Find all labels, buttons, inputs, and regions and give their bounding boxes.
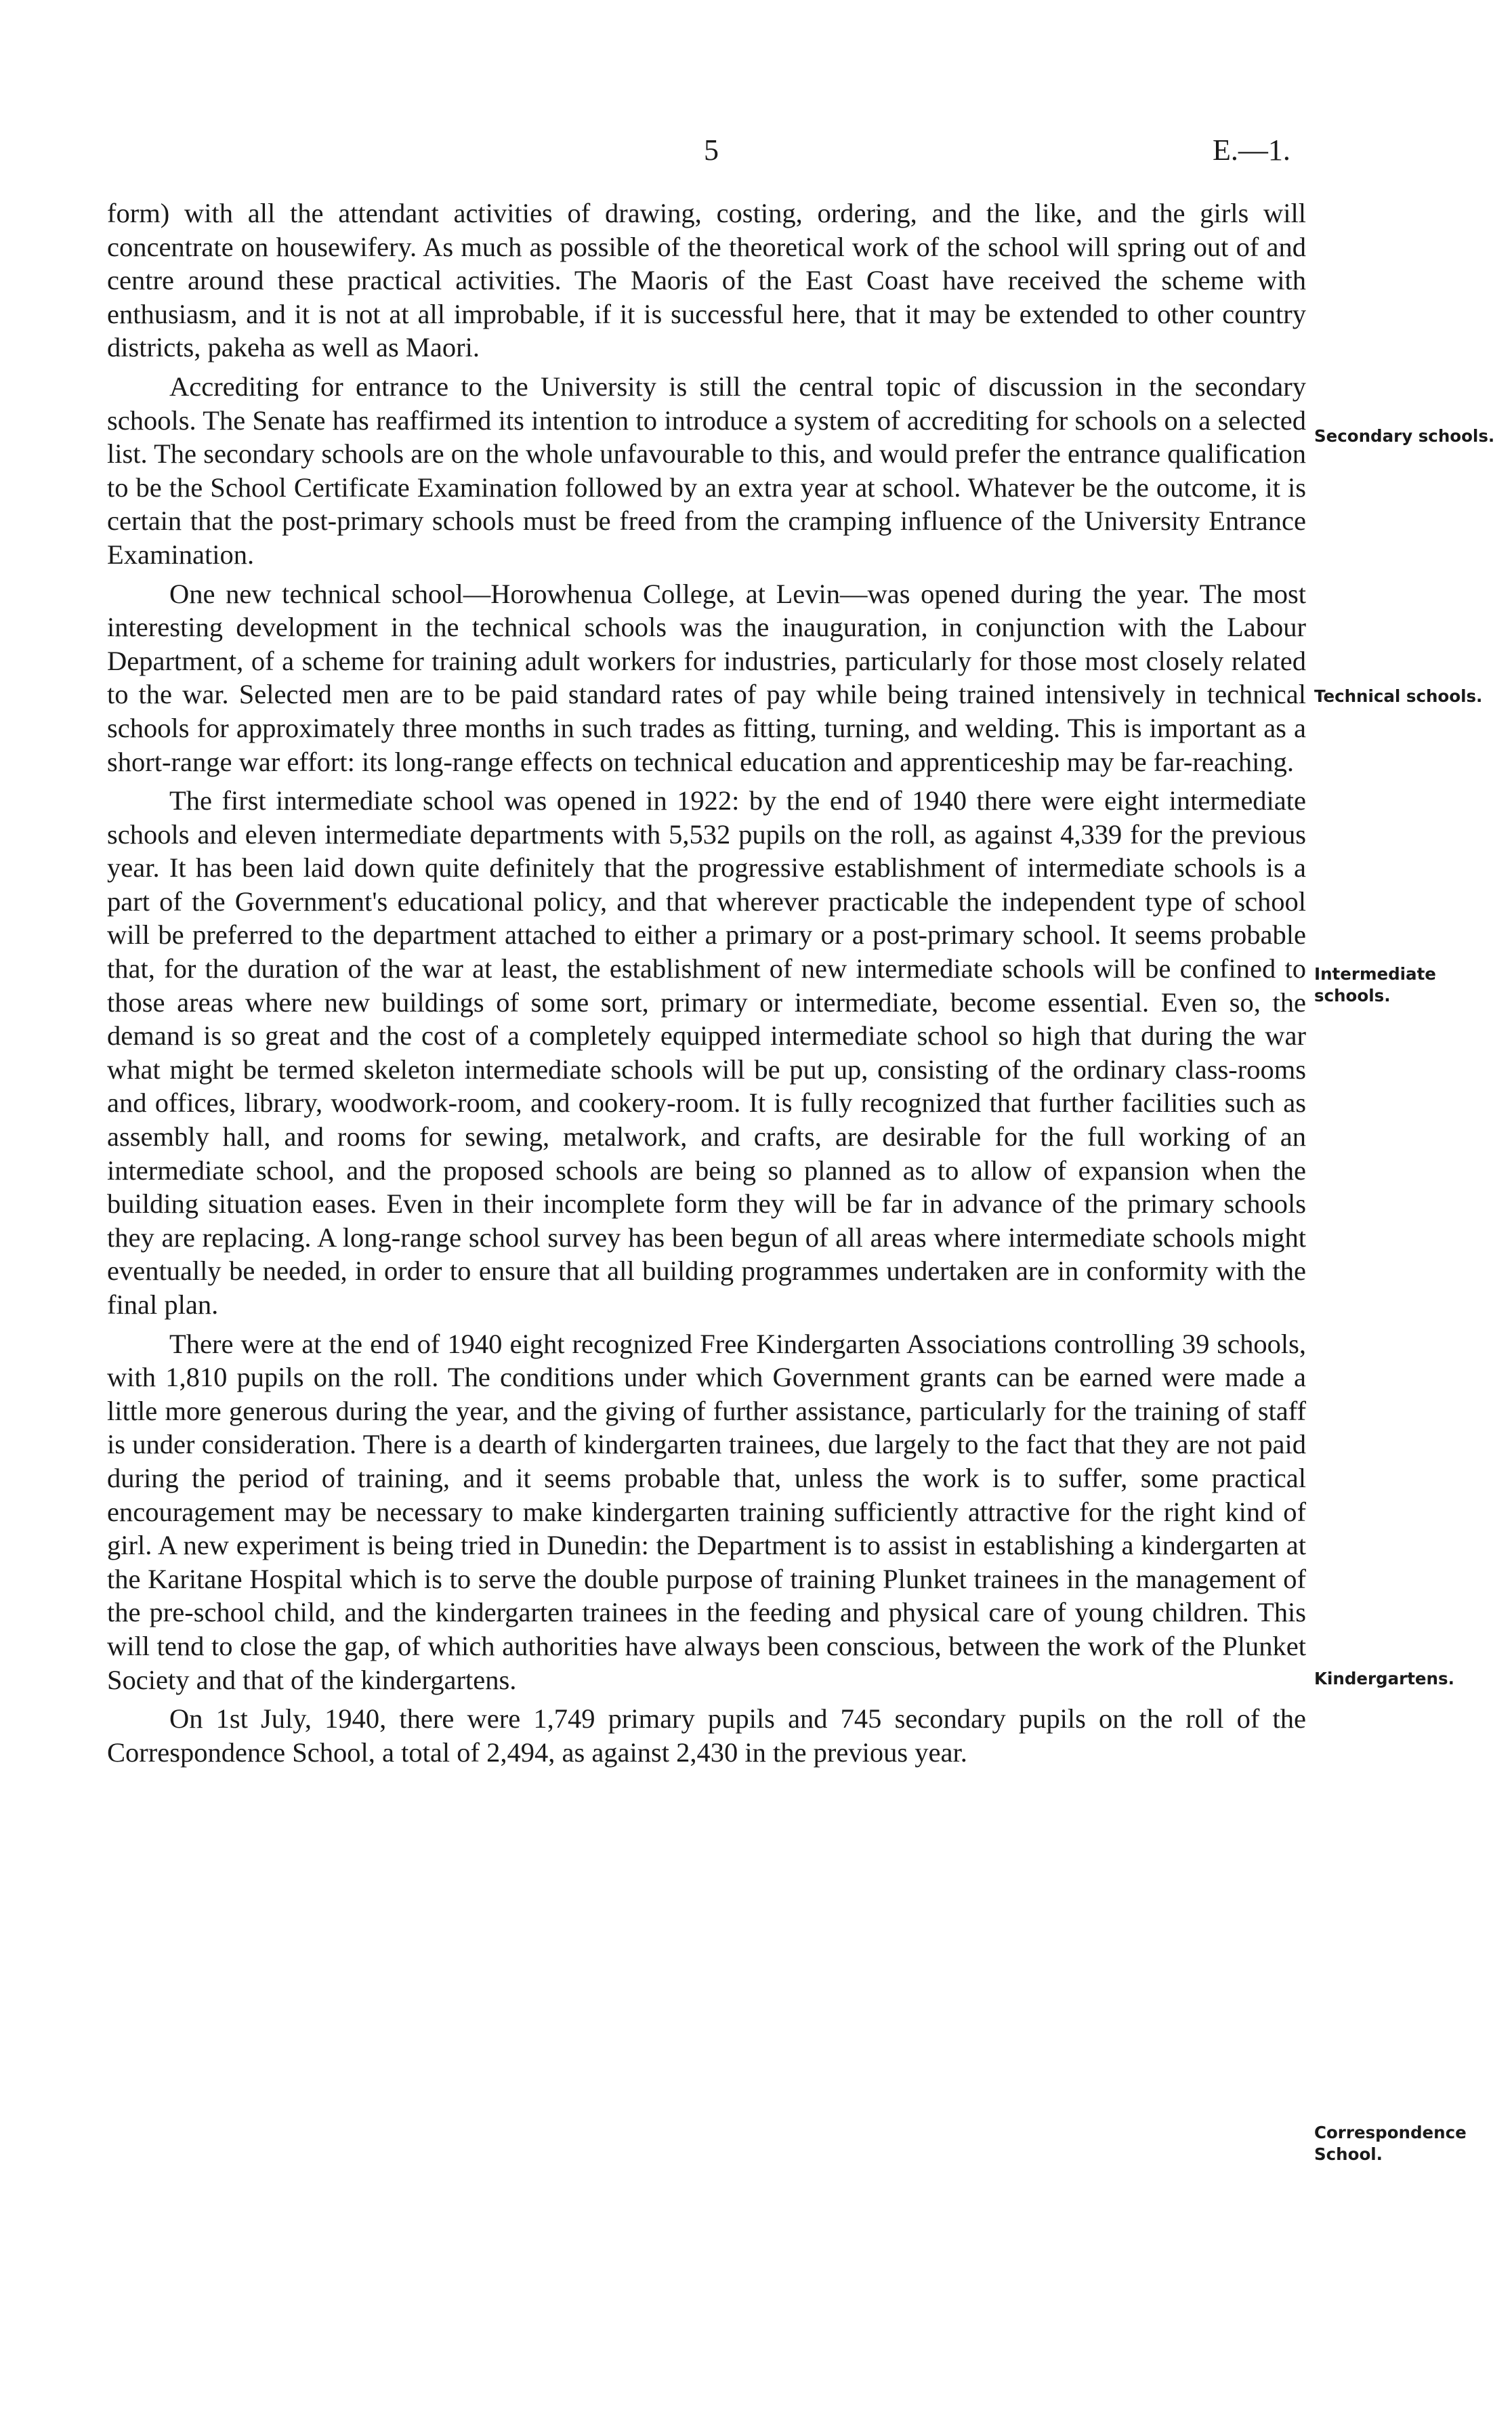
paragraph-technical-schools: One new technical school—Horowhenua College, at Levin—was opened during the year. The most interesting development in the technical schools was the inauguration, in conjunction with the Labour Department, of a scheme for training adult workers for industries, particularly for those most closely related to the war. Selected men are to be paid standard rates of pay while being trained intensively in technical schools for approximately three months in such trades as fitting, turning, and welding. This is important as a short-range war effort: its long-range effects on technical education and apprenticeship may be far-reaching. [107, 578, 1306, 777]
document-reference: E.—1. [1213, 133, 1290, 167]
sidenote-kindergartens: Kindergartens. [1314, 1669, 1454, 1688]
page-number: 5 [704, 133, 719, 167]
paragraph-kindergartens: There were at the end of 1940 eight recognized Free Kindergarten Associations controlling 39 schools, with 1,810 pupils on the roll. The conditions under which Government grants can be earned were made a little more generous during the year, and the giving of further assistance, particularly for the training of staff is under consideration. There is a dearth of kindergarten trainees, due largely to the fact that they are not paid during the period of training, and it seems probable that, unless the work is to suffer, some practical encouragement may be necessary to make kindergarten training sufficiently attractive for the right kind of girl. A new experiment is being tried in Dunedin: the Department is to assist in establishing a kindergarten at the Karitane Hospital which is to serve the double purpose of training Plunket trainees in the management of the pre-school child, and the kindergarten trainees in the feeding and physical care of young children. This will tend to close the gap, of which authorities have always been conscious, between the work of the Plunket Society and that of the kindergartens. [107, 1328, 1306, 1695]
body-text [107, 196, 1306, 1774]
paragraph-correspondence-school: On 1st July, 1940, there were 1,749 primary pupils and 745 secondary pupils on the roll of the Correspondence School, a total of 2,494, as against 2,430 in the previous year. [107, 1703, 1306, 1768]
paragraph-secondary-schools: Accrediting for entrance to the University is still the central topic of discussion in the secondary schools. The Senate has reaffirmed its intention to introduce a system of accrediting for schools on a selected list. The secondary schools are on the whole unfavourable to this, and would prefer the entrance qualification to be the School Certificate Examination followed by an extra year at school. Whatever be the outcome, it is certain that the post-primary schools must be freed from the cramping influence of the University Entrance Examination. [107, 371, 1306, 570]
sidenote-intermediate-schools: Intermediate schools. [1314, 964, 1436, 1005]
sidenote-correspondence-school: Correspondence School. [1314, 2123, 1467, 2164]
sidenote-technical-schools: Technical schools. [1314, 686, 1483, 706]
sidenote-secondary-schools: Secondary schools. [1314, 426, 1495, 446]
paragraph-intro-continuation: form) with all the attendant activities of drawing, costing, ordering, and the like, and the girls will concentrate on housewifery. As much as possible of the theoretical work of the school will spring out of and centre around these practical activities. The Maoris of the East Coast have received the scheme with enthusiasm, and it is not at all improbable, if it is successful here, that it may be extended to other country districts, pakeha as well as Maori. [107, 198, 1306, 363]
paragraph-intermediate-schools: The first intermediate school was opened in 1922: by the end of 1940 there were eight intermediate schools and eleven intermediate departments with 5,532 pupils on the roll, as against 4,339 for the previous year. It has been laid down quite definitely that the progressive establishment of intermediate schools is a part of the Government's educational policy, and that wherever practicable the independent type of school will be preferred to the department attached to either a primary or a post-primary school. It seems probable that, for the duration of the war at least, the establishment of new intermediate schools will be confined to those areas where new buildings of some sort, primary or intermediate, become essential. Even so, the demand is so great and the cost of a completely equipped intermediate school so high that during the war what might be termed skeleton intermediate schools will be put up, consisting of the ordinary class-rooms and offices, library, woodwork-room, and cookery-room. It is fully recognized that further facilities such as assembly hall, and rooms for sewing, metalwork, and crafts, are desirable for the full working of an intermediate school, and the proposed schools are being so planned as to allow of expansion when the building situation eases. Even in their incomplete form they will be far in advance of the primary schools they are replacing. A long-range school survey has been begun of all areas where intermediate schools might eventually be needed, in order to ensure that all building programmes undertaken are in conformity with the final plan. [107, 785, 1306, 1320]
